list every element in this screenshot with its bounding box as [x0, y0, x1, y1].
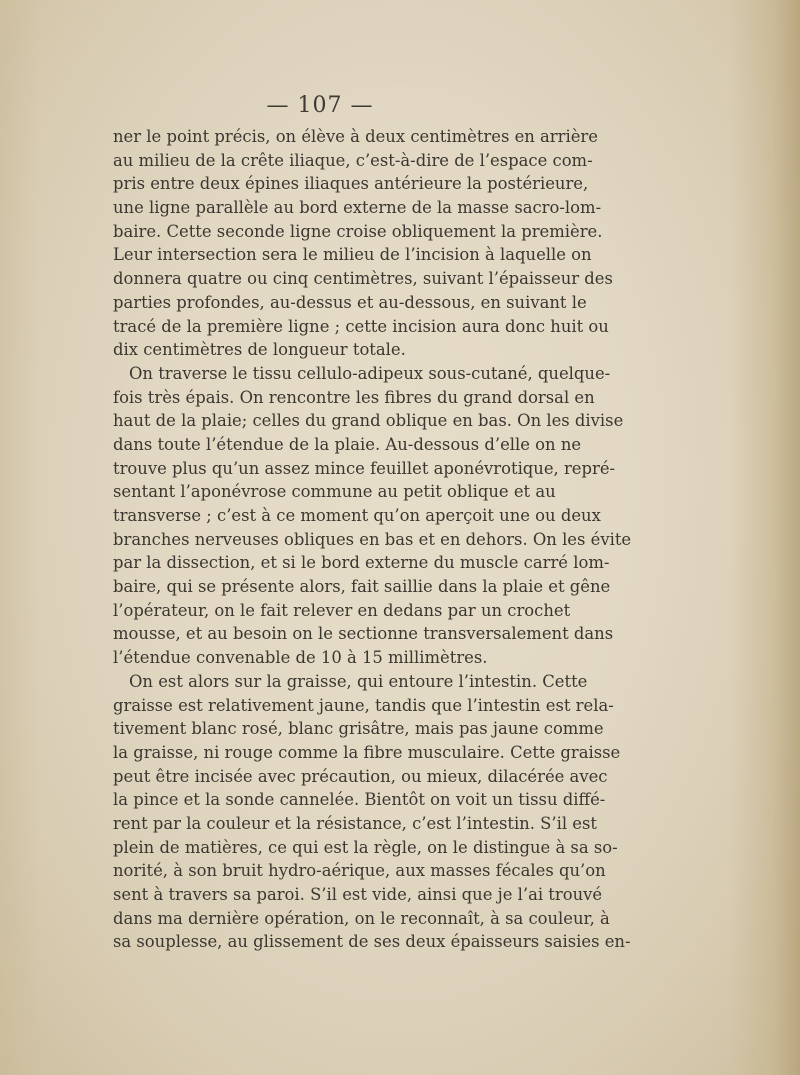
- text-line: tracé de la première ligne ; cette incision aura donc huit ou: [113, 316, 609, 336]
- text-line: transverse ; c’est à ce moment qu’on aperçoit une ou deux: [113, 506, 601, 525]
- text-line: haut de la plaie; celles du grand oblique en bas. On les divise: [113, 411, 624, 431]
- page-number: — 107 —: [266, 93, 374, 118]
- text-line: dix centimètres de longueur totale.: [113, 340, 406, 360]
- text-line: ner le point précis, on élève à deux centimètres en arrière: [113, 127, 598, 146]
- text-line: l’opérateur, on le fait relever en dedans par un crochet: [113, 600, 571, 620]
- text-line: tivement blanc rosé, blanc grisâtre, mais pas jaune comme: [113, 719, 604, 739]
- text-line: mousse, et au besoin on le sectionne transversalement dans: [113, 624, 614, 644]
- text-line: plein de matières, ce qui est la règle, on le distingue à sa so-: [113, 837, 618, 857]
- body-text: [113, 125, 632, 954]
- text-line: au milieu de la crête iliaque, c’est-à-dire de l’espace com-: [113, 150, 593, 170]
- text-line: dans toute l’étendue de la plaie. Au-dessous d’elle on ne: [113, 434, 582, 454]
- text-line: fois très épais. On rencontre les fibres du grand dorsal en: [113, 387, 595, 407]
- text-line: parties profondes, au-dessus et au-dessous, en suivant le: [113, 292, 587, 312]
- text-line: Leur intersection sera le milieu de l’incision à laquelle on: [113, 245, 592, 265]
- text-line: trouve plus qu’un assez mince feuillet aponévrotique, repré-: [113, 458, 616, 478]
- text-line: norité, à son bruit hydro-aérique, aux masses fécales qu’on: [113, 861, 606, 881]
- text-line: On est alors sur la graisse, qui entoure l’intestin. Cette: [129, 671, 588, 691]
- text-line: graisse est relativement jaune, tandis que l’intestin est rela-: [113, 695, 614, 715]
- text-line: dans ma dernière opération, on le reconnaît, à sa couleur, à: [113, 908, 610, 928]
- text-line: baire. Cette seconde ligne croise obliquement la première.: [113, 221, 603, 241]
- text-line: pris entre deux épines iliaques antérieure la postérieure,: [113, 174, 589, 194]
- text-line: donnera quatre ou cinq centimètres, suivant l’épaisseur des: [113, 269, 613, 289]
- text-line: baire, qui se présente alors, fait saillie dans la plaie et gêne: [113, 577, 611, 597]
- text-line: rent par la couleur et la résistance, c’est l’intestin. S’il est: [113, 813, 597, 833]
- text-line: une ligne parallèle au bord externe de la masse sacro-lom-: [113, 198, 602, 218]
- text-line: la graisse, ni rouge comme la fibre musculaire. Cette graisse: [113, 742, 621, 762]
- text-line: branches nerveuses obliques en bas et en dehors. On les évite: [113, 529, 632, 549]
- text-line: par la dissection, et si le bord externe du muscle carré lom-: [113, 553, 610, 573]
- page-left-edge-shading: [0, 0, 40, 1075]
- text-line: sentant l’aponévrose commune au petit oblique et au: [113, 482, 556, 502]
- text-line: peut être incisée avec précaution, ou mieux, dilacérée avec: [113, 766, 608, 786]
- text-line: la pince et la sonde cannelée. Bientôt on voit un tissu diffé-: [113, 790, 606, 810]
- text-line: On traverse le tissu cellulo-adipeux sous-cutané, quelque-: [129, 363, 611, 383]
- page-right-edge-shading: [730, 0, 800, 1075]
- text-line: sa souplesse, au glissement de ses deux épaisseurs saisies en-: [113, 932, 631, 952]
- text-line: l’étendue convenable de 10 à 15 millimètres.: [113, 648, 488, 668]
- text-line: sent à travers sa paroi. S’il est vide, ainsi que je l’ai trouvé: [113, 885, 603, 904]
